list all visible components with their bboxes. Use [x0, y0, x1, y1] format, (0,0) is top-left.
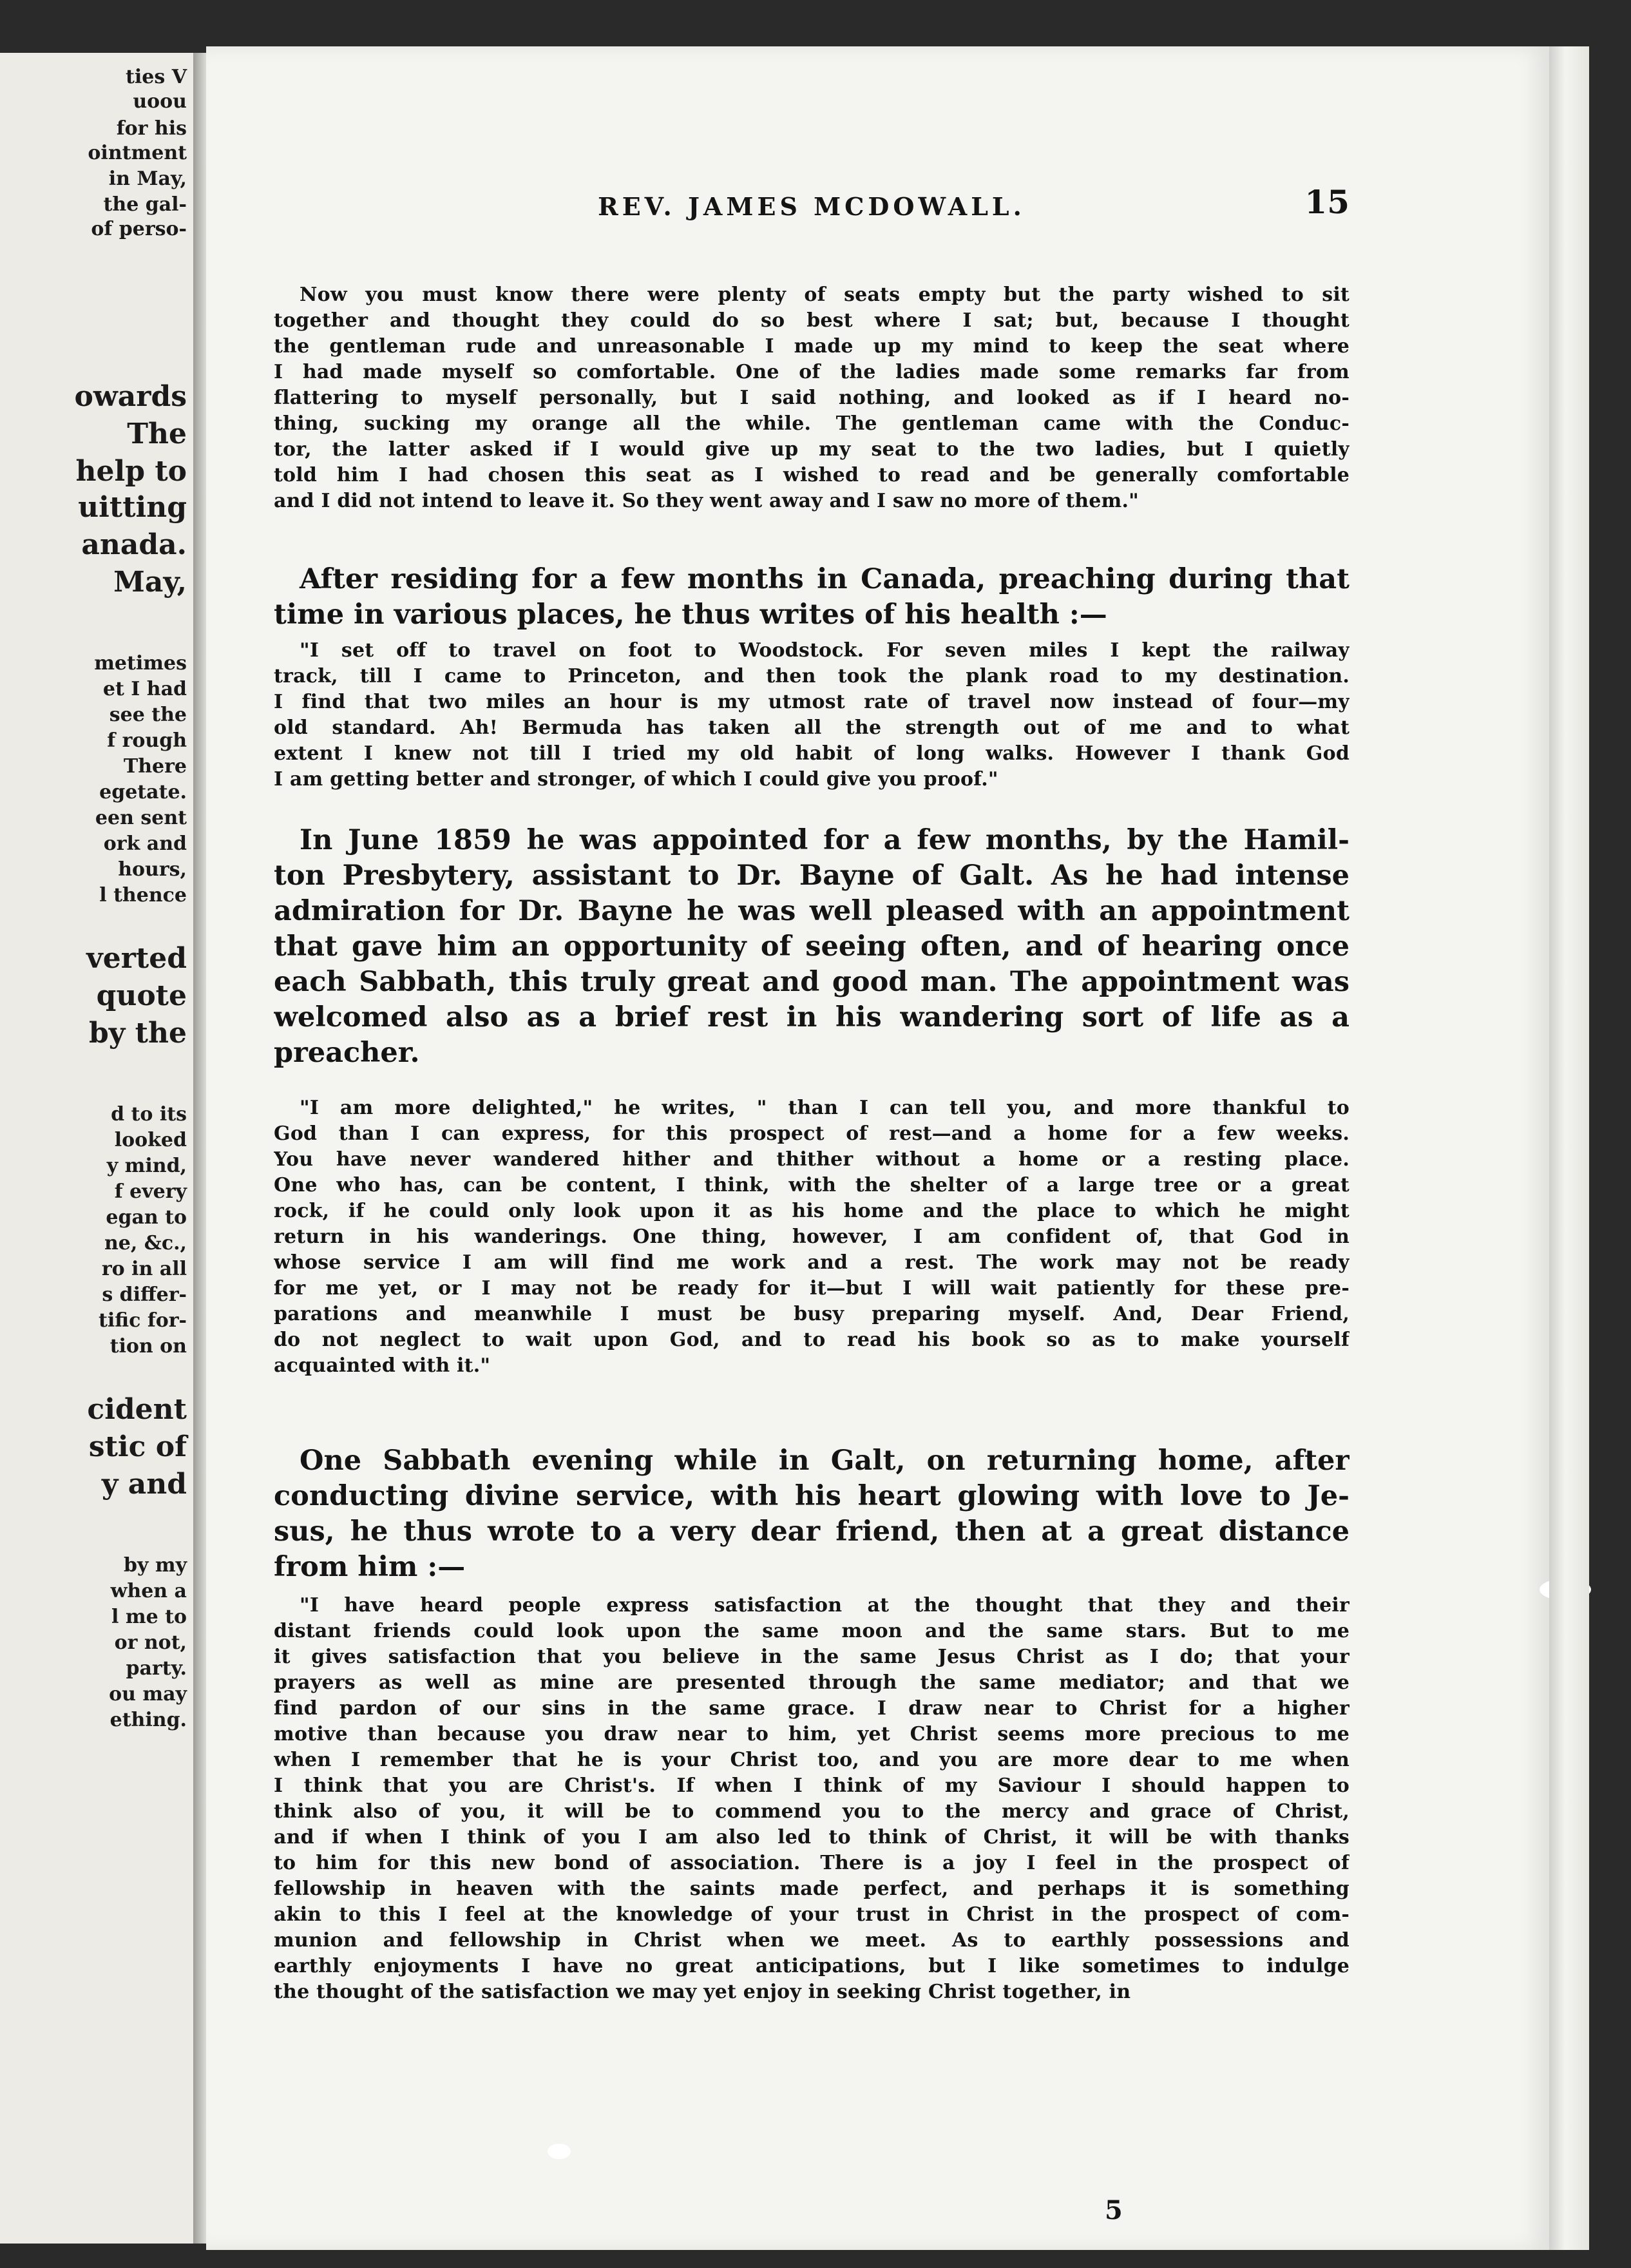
text-line: parations and meanwhile I must be busy preparing myself. And, Dear Friend,	[274, 1303, 1350, 1325]
left-page-fragment: metimes	[94, 652, 187, 675]
text-line: find pardon of our sins in the same grace. I draw near to Christ for a higher	[274, 1697, 1350, 1720]
text-line: prayers as well as mine are presented through the same mediator; and that we	[274, 1671, 1350, 1694]
page-edge	[1549, 46, 1589, 2250]
left-page-fragment: by my	[123, 1554, 187, 1577]
text-line: ton Presbytery, assistant to Dr. Bayne of Galt. As he had intense	[274, 860, 1350, 892]
book-gutter	[193, 53, 206, 2244]
running-head	[274, 183, 1350, 228]
text-line: One who has, can be content, I think, with the shelter of a large tree or a great	[274, 1174, 1350, 1196]
text-line: I had made myself so comfortable. One of the ladies made some remarks far from	[274, 361, 1350, 383]
text-line: flattering to myself personally, but I said nothing, and looked as if I heard no-	[274, 387, 1350, 409]
narrative-paragraph	[274, 562, 1350, 633]
left-page-fragment: et I had	[102, 678, 187, 700]
left-page-fragment: owards	[74, 380, 187, 413]
text-line: time in various places, he thus writes of his health :—	[274, 599, 1107, 631]
left-page-fragment: for his	[116, 117, 187, 140]
left-page-fragment: f rough	[107, 729, 187, 752]
text-line: it gives satisfaction that you believe in the same Jesus Christ as I do; that your	[274, 1646, 1350, 1668]
text-line: track, till I came to Princeton, and then took the plank road to my destination.	[274, 665, 1350, 687]
left-page-fragment: The	[127, 418, 187, 450]
left-page-fragment: cident	[87, 1393, 187, 1426]
left-page-fragment: ties V	[126, 66, 187, 88]
text-line: preacher.	[274, 1037, 420, 1069]
text-line: return in his wanderings. One thing, however, I am confident of, that God in	[274, 1225, 1350, 1248]
text-line: akin to this I feel at the knowledge of your trust in Christ in the prospect of com-	[274, 1903, 1350, 1926]
text-line: old standard. Ah! Bermuda has taken all the strength out of me and to what	[274, 716, 1350, 739]
text-line: rock, if he could only look upon it as his home and the place to which he might	[274, 1200, 1350, 1222]
text-line: and I did not intend to leave it. So they went away and I saw no more of them."	[274, 490, 1139, 512]
left-page-fragment: y mind,	[106, 1155, 187, 1177]
text-line: admiration for Dr. Bayne he was well pleased with an appointment	[274, 895, 1350, 927]
text-line: God than I can express, for this prospect of rest—and a home for a few weeks.	[274, 1122, 1350, 1145]
quoted-letter-paragraph	[274, 1593, 1350, 2005]
text-line: to him for this new bond of association. There is a joy I feel in the prospect of	[274, 1852, 1350, 1874]
left-facing-page	[0, 53, 193, 2244]
left-page-fragment: l me to	[111, 1606, 187, 1628]
text-line: In June 1859 he was appointed for a few months, by the Hamil-	[300, 824, 1350, 856]
left-page-fragment: egetate.	[99, 781, 187, 803]
text-line: motive than because you draw near to him, yet Christ seems more precious to me	[274, 1723, 1350, 1745]
running-title: REV. JAMES MCDOWALL.	[598, 192, 1025, 221]
left-page-fragment: l thence	[99, 884, 187, 907]
text-line: that gave him an opportunity of seeing often, and of hearing once	[274, 930, 1350, 963]
text-line: each Sabbath, this truly great and good man. The appointment was	[274, 966, 1350, 998]
left-page-fragment: tific for-	[99, 1309, 187, 1332]
text-line: I find that two miles an hour is my utmost rate of travel now instead of four—my	[274, 691, 1350, 713]
text-line: You have never wandered hither and thither without a home or a resting place.	[274, 1148, 1350, 1171]
left-page-fragment: uitting	[78, 491, 187, 524]
text-line: acquainted with it."	[274, 1354, 491, 1377]
left-page-fragment: anada.	[81, 528, 187, 561]
left-page-fragment: uoou	[133, 90, 187, 113]
left-page-fragment: ro in all	[101, 1258, 187, 1280]
left-page-fragment: d to its	[111, 1103, 187, 1126]
quoted-letter-paragraph	[274, 638, 1350, 793]
left-page-fragment: een sent	[95, 807, 187, 829]
left-page-fragment: s differ-	[102, 1283, 187, 1306]
left-page-fragment: of perso-	[91, 218, 187, 240]
left-page-fragment: f every	[114, 1180, 187, 1203]
left-page-fragment: hours,	[118, 858, 187, 881]
left-page-fragment: help to	[75, 455, 187, 488]
left-page-fragment: the gal-	[103, 193, 187, 216]
page-number: 15	[1304, 183, 1350, 221]
text-line: whose service I am will find me work and a rest. The work may not be ready	[274, 1251, 1350, 1274]
left-page-fragment: ne, &c.,	[104, 1232, 187, 1254]
scan-blemish	[548, 2144, 571, 2159]
left-page-fragment: when a	[110, 1580, 187, 1602]
text-line: "I am more delighted," he writes, " than I can tell you, and more thankful to	[300, 1097, 1350, 1119]
narrative-paragraph	[274, 1443, 1350, 1585]
text-line: distant friends could look upon the same moon and the same stars. But to me	[274, 1620, 1350, 1642]
left-page-fragment: ointment	[88, 142, 187, 164]
quoted-letter-paragraph	[274, 1095, 1350, 1379]
text-line: think also of you, it will be to commend you to the mercy and grace of Christ,	[274, 1800, 1350, 1823]
text-line: munion and fellowship in Christ when we meet. As to earthly possessions and	[274, 1929, 1350, 1952]
text-line: Now you must know there were plenty of seats empty but the party wished to sit	[300, 284, 1350, 306]
left-page-fragment: see the	[109, 704, 187, 726]
left-page-fragment: ou may	[109, 1683, 187, 1706]
left-page-fragment: stic of	[88, 1430, 187, 1463]
text-line: conducting divine service, with his heart glowing with love to Je-	[274, 1480, 1350, 1512]
quoted-letter-paragraph	[274, 282, 1350, 514]
left-page-fragment: quote	[96, 979, 187, 1012]
left-page-fragment: looked	[114, 1129, 187, 1151]
text-line: I am getting better and stronger, of which I could give you proof."	[274, 768, 998, 791]
text-line: extent I knew not till I tried my old habit of long walks. However I thank God	[274, 742, 1350, 765]
left-page-fragment: ork and	[103, 832, 187, 855]
text-line: and if when I think of you I am also led to think of Christ, it will be with thanks	[274, 1826, 1350, 1849]
left-page-fragment: party.	[126, 1657, 187, 1680]
left-page-fragment: verted	[86, 942, 187, 975]
text-line: "I have heard people express satisfaction at the thought that they and their	[300, 1594, 1350, 1617]
left-page-fragment: or not,	[114, 1631, 187, 1654]
text-line: from him :—	[274, 1551, 466, 1583]
text-line: thing, sucking my orange all the while. The gentleman came with the Conduc-	[274, 412, 1350, 435]
text-line: together and thought they could do so best where I sat; but, because I thought	[274, 309, 1350, 332]
text-line: tor, the latter asked if I would give up my seat to the two ladies, but I quietly	[274, 438, 1350, 461]
left-page-fragment: by the	[89, 1017, 187, 1050]
book-page	[206, 46, 1549, 2250]
text-line: told him I had chosen this seat as I wished to read and be generally comfortable	[274, 464, 1350, 486]
text-line: when I remember that he is your Christ too, and you are more dear to me when	[274, 1749, 1350, 1771]
text-line: for me yet, or I may not be ready for it—but I will wait patiently for these pre-	[274, 1277, 1350, 1300]
text-line: One Sabbath evening while in Galt, on returning home, after	[300, 1445, 1350, 1477]
text-line: "I set off to travel on foot to Woodstock. For seven miles I kept the railway	[300, 639, 1350, 662]
left-page-fragment: ething.	[110, 1709, 187, 1731]
narrative-paragraph	[274, 823, 1350, 1071]
text-line: fellowship in heaven with the saints made perfect, and perhaps it is something	[274, 1878, 1350, 1900]
text-line: I think that you are Christ's. If when I think of my Saviour I should happen to	[274, 1774, 1350, 1797]
left-page-fragment: y and	[101, 1468, 187, 1501]
left-page-fragment: in May,	[108, 168, 187, 190]
left-page-fragment: May,	[113, 566, 187, 599]
text-line: the gentleman rude and unreasonable I made up my mind to keep the seat where	[274, 335, 1350, 358]
left-page-fragment: tion on	[110, 1335, 187, 1358]
text-line: sus, he thus wrote to a very dear friend, then at a great distance	[274, 1515, 1350, 1548]
text-line: welcomed also as a brief rest in his wandering sort of life as a	[274, 1001, 1350, 1033]
signature-mark: 5	[1105, 2195, 1123, 2225]
text-line: do not neglect to wait upon God, and to read his book so as to make yourself	[274, 1329, 1350, 1351]
left-page-fragment: egan to	[106, 1206, 187, 1229]
text-line: the thought of the satisfaction we may yet enjoy in seeking Christ together, in	[274, 1981, 1131, 2003]
text-line: earthly enjoyments I have no great anticipations, but I like sometimes to indulge	[274, 1955, 1350, 1977]
left-page-fragment: There	[123, 755, 187, 778]
text-line: After residing for a few months in Canada, preaching during that	[300, 563, 1350, 595]
